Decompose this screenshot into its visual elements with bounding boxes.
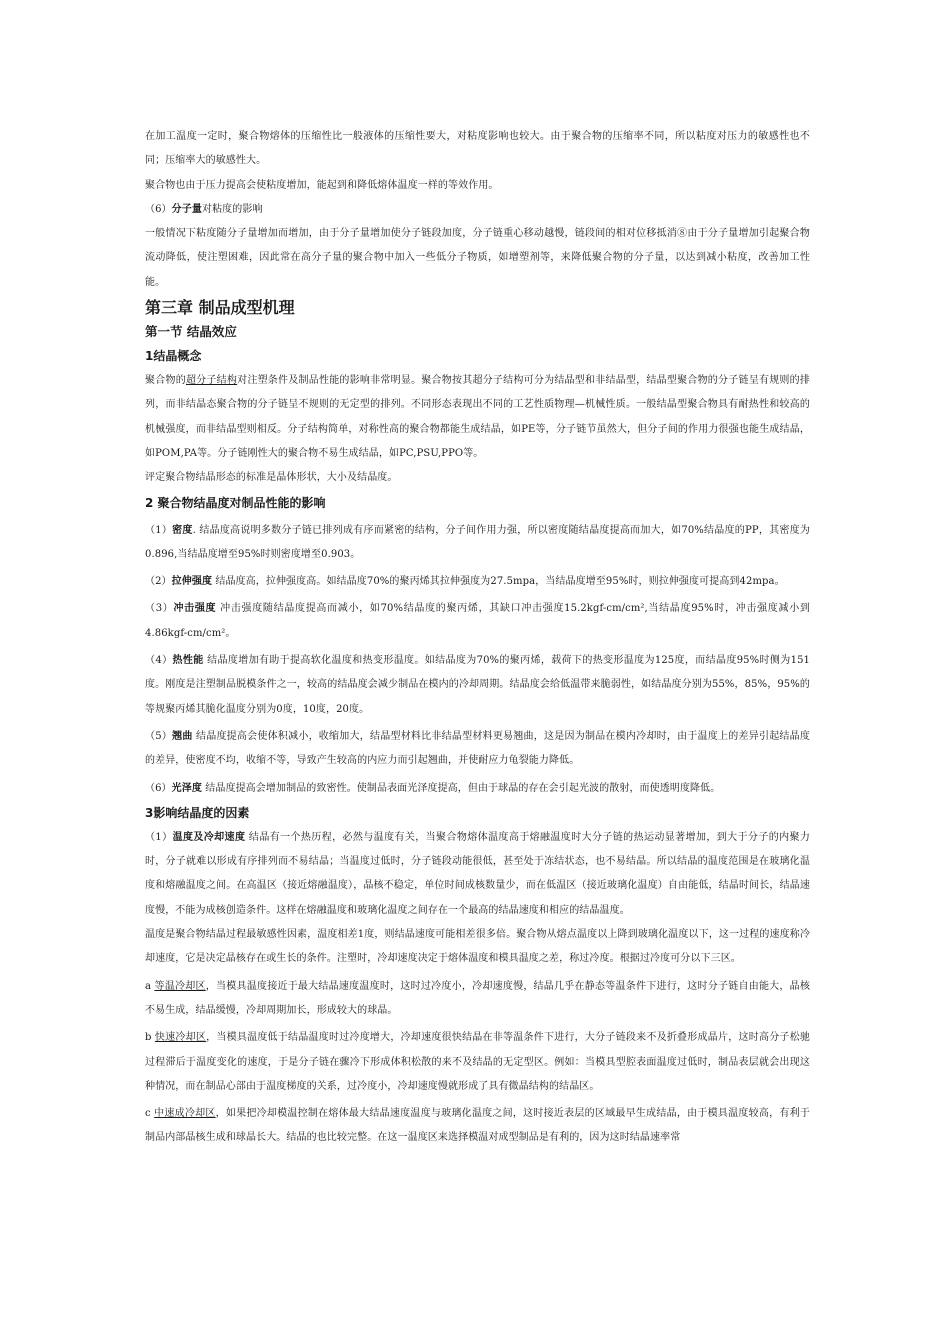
text-body: 1结晶概念 (145, 349, 202, 364)
item-number: （5） (145, 730, 173, 742)
text-body: 对注塑条件及制品性能的影响非常明显。聚合物按其超分子结构可分为结晶型和非结晶型，结晶型聚合物的分子链呈有规则的排列，而非结晶态聚合物的分子链呈不规则的无定型的排列。不同形态表现出不同的工艺性质物理—机械性质。一般结晶型聚合物具有耐热性和较高的机械强度，而非结晶型则相反。分子结构简单，对称性高的聚合物都能生成结晶，如PE等，分子链节虽然大，但分子间的作用力很强也能生成结晶，如POM,PA等。分子链刚性大的聚合物不易生成结晶，如PC,PSU,PPO等。 (145, 375, 810, 459)
item-number: （1） (145, 831, 173, 843)
bold-term: 翘曲 (172, 730, 193, 742)
heading-crystallization-concept (145, 344, 810, 369)
text-body: 结晶度提高会增加制品的致密性。使制品表面光泽度提高，但由于球晶的存在会引起光波的散射，而使透明度降低。 (201, 782, 721, 794)
item-warpage (145, 725, 810, 774)
item-thermal-properties (145, 649, 810, 722)
paragraph-crystallization-concept (145, 369, 810, 466)
text-lead: b (145, 1032, 155, 1044)
text-body: 结晶度高，拉伸强度高。如结晶度70%的聚丙烯其拉伸强度为27.5mpa，当结晶度增至95%时，则拉伸强度可提高到42mpa。 (212, 576, 785, 588)
paragraph-crystal-criteria (145, 466, 810, 490)
item-isothermal-zone (145, 975, 810, 1024)
text-body: 2 聚合物结晶度对制品性能的影响 (145, 495, 326, 510)
item-fast-cooling-zone (145, 1026, 810, 1099)
item-density (145, 519, 810, 568)
item-number: （2） (145, 576, 172, 588)
item-medium-cooling-zone (145, 1102, 810, 1151)
item-gloss (145, 777, 810, 801)
text-body: 结晶度提高会使体积减小，收缩加大，结晶型材料比非结晶型材料更易翘曲，这是因为制品在模内冷却时，由于温度上的差异引起结晶度的差异，使密度不均，收缩不等，导致产生较高的内应力而引起翘曲，并使耐应力龟裂能力降低。 (145, 730, 811, 767)
item-number: （6） (145, 203, 172, 215)
underlined-term: 快速冷却区 (154, 1032, 207, 1044)
bold-term: 光泽度 (171, 782, 202, 794)
heading-crystallinity-factors (145, 801, 810, 826)
item-temperature-cooling (145, 826, 810, 923)
text-body: ，当模具温度接近于最大结晶速度温度时，这时过冷度小，冷却速度慢，结晶几乎在静态等温条件下进行，这时分子链自由能大，晶核不易生成，结晶缓慢，冷却周期加长，形成较大的球晶。 (145, 980, 811, 1016)
text-body: 聚合物也由于压力提高会使粘度增加，能起到和降低熔体温度一样的等效作用。 (145, 179, 499, 191)
underlined-term: 中速成冷却区 (154, 1108, 216, 1120)
text-lead: c (145, 1108, 155, 1120)
bold-term: 冲击强度 (173, 603, 217, 615)
text-body: 对粘度的影响 (201, 203, 263, 215)
item-number: （6） (145, 782, 172, 794)
text-body: 结晶有一个热历程，必然与温度有关，当聚合物熔体温度高于熔融温度时大分子链的热运动显著增加，到大于分子的内聚力时，分子就难以形成有序排列而不易结晶；当温度过低时，分子链段动能很低，甚至处于冻结状态，也不易结晶。所以结晶的温度范围是在玻璃化温度和熔融温度之间。在高温区（接近熔融温度），晶核不稳定，单位时间成核数量少，而在低温区（接近玻璃化温度）自由能低，结晶时间长，结晶速度慢，不能为成核创造条件。这样在熔融温度和玻璃化温度之间存在一个最高的结晶速度和相应的结晶温度。 (145, 831, 810, 916)
paragraph-supercooling (145, 923, 810, 972)
text-body: 冲击强度随结晶度提高而减小，如70%结晶度的聚丙烯，其缺口冲击强度15.2kgf-cm/cm²,当结晶度95%时，冲击强度减小到4.86kgf-cm/cm²。 (145, 603, 810, 639)
text-body: 一般情况下粘度随分子量增加而增加，由于分子量增加使分子链段加度，分子链重心移动越慢，链段间的相对位移抵消⑧由于分子量增加引起聚合物流动降低，使注塑困难，因此常在高分子量的聚合物中加入一些低分子物质，如增塑剂等，来降低聚合物的分子量，以达到减小粘度，改善加工性能。 (145, 228, 810, 288)
item-number: （4） (145, 655, 173, 667)
text-body: ，当模具温度低于结晶温度时过冷度增大，冷却速度很快结晶在非等温条件下进行，大分子链段来不及折叠形成晶片，这时高分子松驰过程滞后于温度变化的速度，于是分子链在骤冷下形成体积松散的来不及结晶的无定型区。例如：当模具型腔表面温度过低时，制品表层就会出现这种情况，而在制品心部由于温度梯度的关系，过冷度小，冷却速度慢就形成了具有微晶结构的结晶区。 (145, 1032, 811, 1092)
item-tensile-strength (145, 570, 810, 594)
bold-term: 分子量 (171, 203, 202, 215)
bold-term: 密度 (172, 524, 193, 536)
text-body: . 结晶度高说明多数分子链已排列成有序而紧密的结构，分子间作用力强，所以密度随结晶度提高而加大，如70%结晶度的PP，其密度为0.896,当结晶度增至95%时则密度增至0.903。 (145, 524, 811, 560)
text-body: ，如果把冷却模温控制在熔体最大结晶速度温度与玻璃化温度之间，这时接近表层的区域最早生成结晶，由于模具温度较高，有利于制品内部晶核生成和球晶长大。结晶的也比较完整。在这一温度区来选择模温对成型制品是有利的，因为这时结晶速率常 (145, 1108, 810, 1144)
underlined-term: 超分子结构 (185, 375, 238, 387)
text-body: 第一节 结晶效应 (145, 324, 237, 340)
text-body: 温度是聚合物结晶过程最敏感性因素，温度相差1度，则结晶速度可能相差很多倍。聚合物从熔点温度以上降到玻璃化温度以下，这一过程的速度称冷却速度，它是决定晶核存在或生长的条件。注塑时，冷却速度决定于熔体温度和模具温度之差，称过冷度。根据过冷度可分以下三区。 (145, 929, 810, 965)
heading-crystallinity-effects (145, 491, 810, 516)
text-body: 在加工温度一定时，聚合物熔体的压缩性比一般液体的压缩性要大，对粘度影响也较大。由于聚合物的压缩率不同，所以粘度对压力的敏感性也不同；压缩率大的敏感性大。 (145, 131, 810, 167)
paragraph-compressibility (145, 125, 810, 174)
paragraph-pressure-equivalence (145, 174, 810, 198)
text-body: 第三章 制品成型机理 (145, 298, 295, 318)
text-body: 评定聚合物结晶形态的标准是晶体形状，大小及结晶度。 (145, 472, 398, 484)
item-number: （1） (145, 524, 173, 536)
bold-term: 温度及冷却速度 (172, 831, 246, 843)
text-lead: 聚合物的 (145, 375, 186, 387)
paragraph-molecular-weight (145, 222, 810, 295)
underlined-term: 等温冷却区 (154, 980, 206, 992)
section-title (145, 320, 810, 344)
item-number: （3） (145, 603, 174, 615)
chapter-title (145, 295, 810, 320)
bold-term: 拉伸强度 (171, 576, 213, 588)
item-molecular-weight (145, 198, 810, 222)
item-impact-strength (145, 597, 810, 646)
bold-term: 热性能 (172, 655, 204, 667)
text-body: 结晶度增加有助于提高软化温度和热变形温度。如结晶度为70%的聚丙烯，载荷下的热变形温度为125度，而结晶度95%时侧为151度。刚度是注塑制品脱模条件之一，较高的结晶度会减少制品在模内的冷却周期。结晶度会给低温带来脆弱性，如结晶度分别为55%，85%，95%的等规聚丙烯其脆化温度分别为0度，10度，20度。 (145, 655, 810, 715)
document-page (145, 125, 810, 1151)
text-lead: a (145, 980, 155, 992)
text-body: 3影响结晶度的因素 (145, 805, 250, 820)
